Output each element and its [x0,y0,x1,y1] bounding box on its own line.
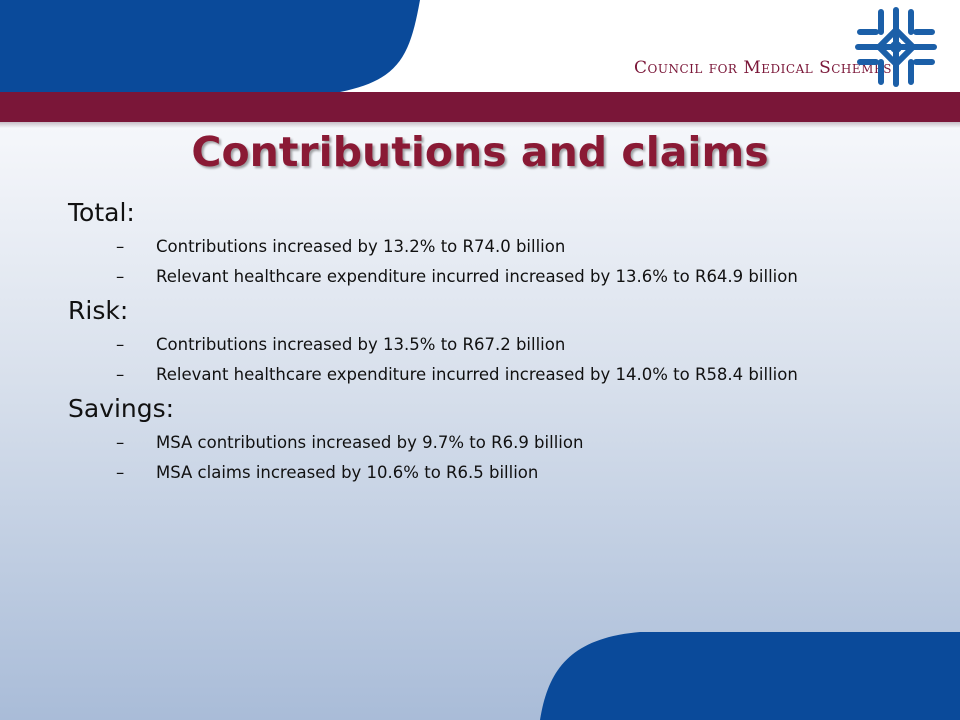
list-item [68,334,928,356]
list-item [68,462,928,484]
list-item [68,364,928,386]
list-item-text: Contributions increased by 13.2% to R74.0 billion [156,237,566,256]
section-heading: Risk: [68,296,129,325]
list-item-text: Relevant healthcare expenditure incurred increased by 13.6% to R64.9 billion [156,267,798,286]
section-heading: Total: [68,198,135,227]
slide-title: Contributions and claims [191,128,769,176]
bullet-dash: – [116,267,125,286]
list-item-text: MSA claims increased by 10.6% to R6.5 billion [156,463,539,482]
bullet-list [68,334,928,386]
list-item [68,266,928,288]
list-item [68,236,928,258]
section-total [68,198,928,288]
bullet-dash: – [116,237,125,256]
section-savings [68,394,928,484]
list-item-text: MSA contributions increased by 9.7% to R6.9 billion [156,433,584,452]
bullet-dash: – [116,365,125,384]
org-name: Council for Medical Schemes [634,58,892,78]
list-item-text: Relevant healthcare expenditure incurred increased by 14.0% to R58.4 billion [156,365,798,384]
slide-content [68,198,928,492]
list-item-text: Contributions increased by 13.5% to R67.2 billion [156,335,566,354]
top-left-blue-shape [0,0,420,122]
bullet-dash: – [116,433,125,452]
bullet-dash: – [116,335,125,354]
section-heading: Savings: [68,394,175,423]
section-risk [68,296,928,386]
bullet-list [68,236,928,288]
cms-cross-logo-icon [846,2,946,92]
bottom-right-blue-shape [0,600,960,720]
bullet-list [68,432,928,484]
list-item [68,432,928,454]
bullet-dash: – [116,463,125,482]
